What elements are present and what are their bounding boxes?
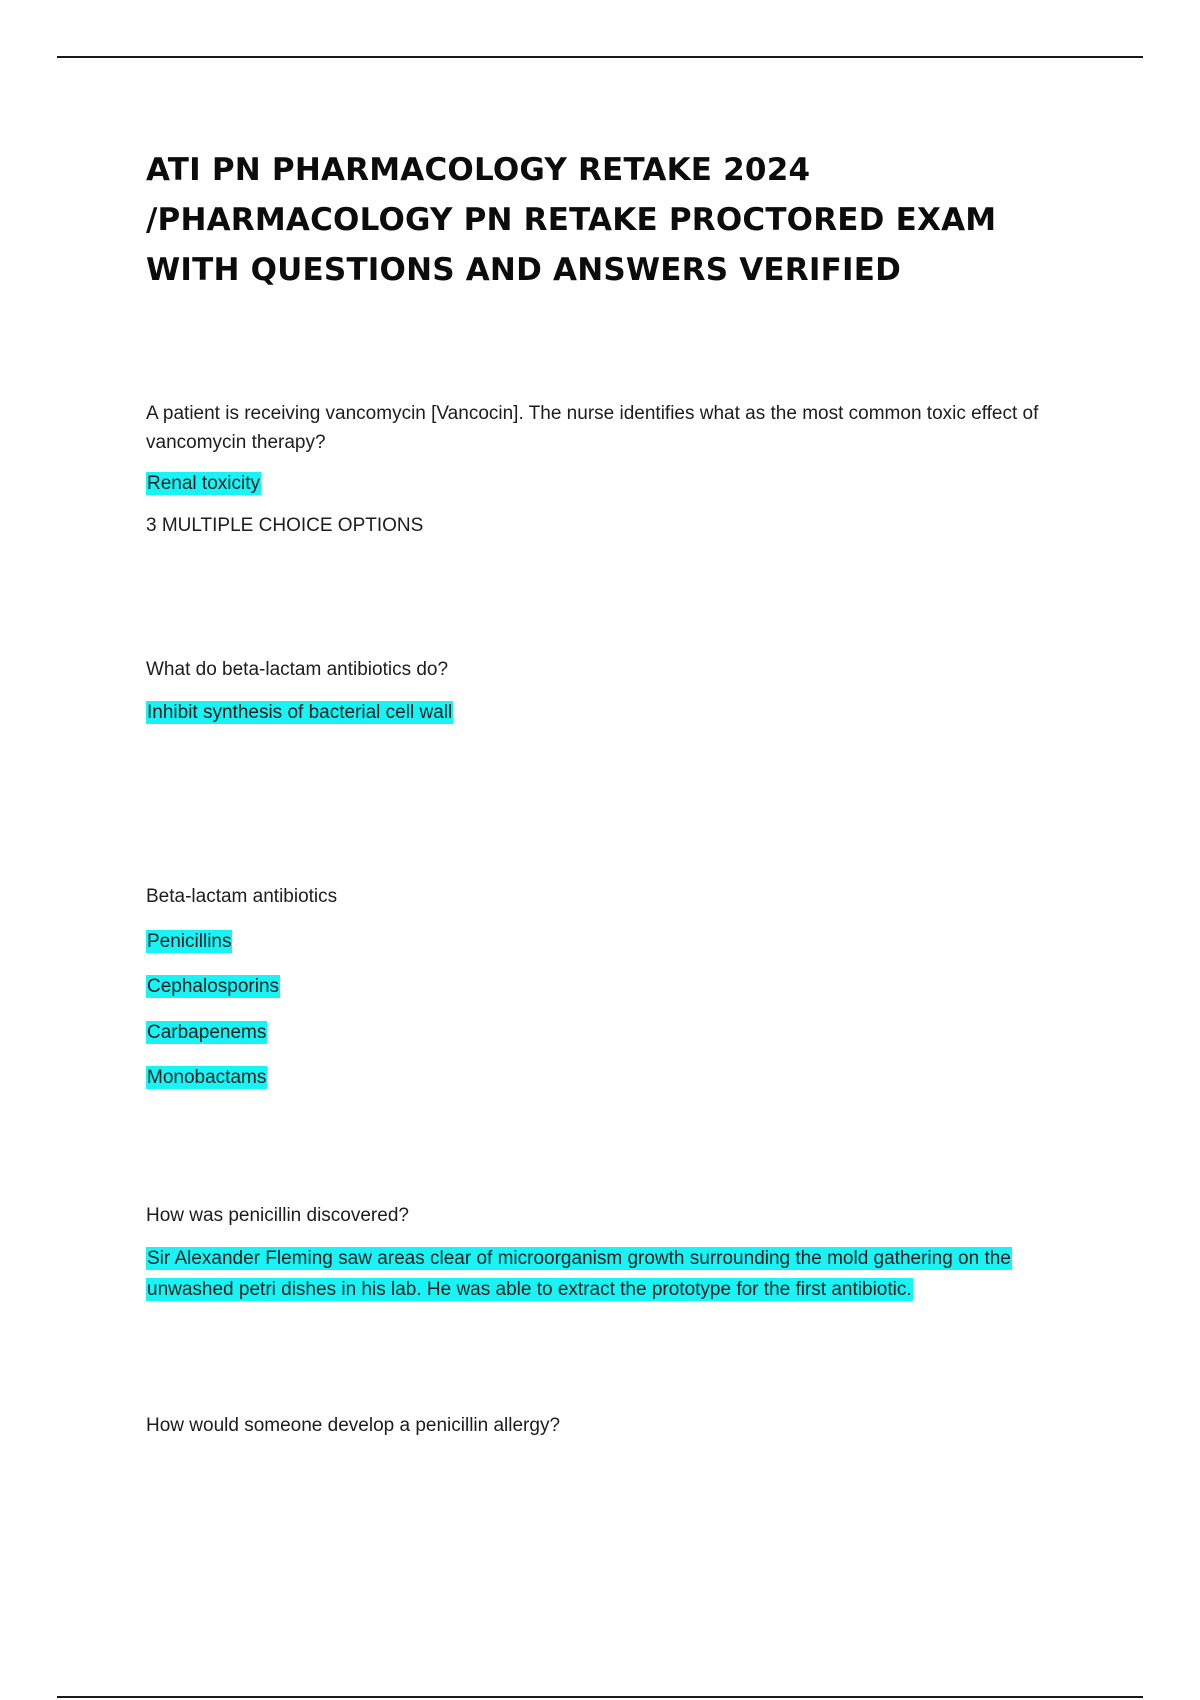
bottom-rule [57,1696,1143,1698]
answer-line [146,972,1086,1002]
highlighted-answer: Monobactams [147,1067,267,1088]
answer-line [146,698,1086,728]
document-body [146,145,1086,1436]
title-line: WITH QUESTIONS AND ANSWERS VERIFIED [146,252,902,288]
question-text: Beta-lactam antibiotics [146,886,338,907]
question-text: A patient is receiving vancomycin [Vancocin]. The nurse identifies what as the most common toxic effect of vancomycin therapy? [146,403,1039,453]
question-text: How was penicillin discovered? [146,1205,409,1226]
highlighted-answer: Inhibit synthesis of bacterial cell wall [147,702,453,723]
question-text: How would someone develop a penicillin allergy? [146,1415,561,1436]
answer-line [146,927,1086,957]
top-rule [57,56,1143,58]
answer-line [146,1063,1086,1093]
title-line: /PHARMACOLOGY PN RETAKE PROCTORED EXAM [146,202,997,238]
question-block [146,1201,1086,1306]
question-note: 3 MULTIPLE CHOICE OPTIONS [146,515,424,536]
question-block [146,882,1086,1093]
answer-line [146,1018,1086,1048]
answer-line [146,1244,1086,1306]
question-block [146,399,1086,540]
question-block [146,1411,1086,1440]
document-title [146,145,1086,295]
question-text: What do beta-lactam antibiotics do? [146,659,449,680]
answer-line [146,469,1086,499]
highlighted-answer: Cephalosporins [147,976,280,997]
highlighted-answer: Penicillins [147,931,232,952]
highlighted-answer: Sir Alexander Fleming saw areas clear of microorganism growth surrounding the mold gathering on the unwashed petri dishes in his lab. He was able to extract the prototype for the first antibiotic. [147,1248,1011,1300]
title-line: ATI PN PHARMACOLOGY RETAKE 2024 [146,152,811,188]
highlighted-answer: Renal toxicity [147,473,260,494]
question-block [146,655,1086,728]
highlighted-answer: Carbapenems [147,1022,267,1043]
